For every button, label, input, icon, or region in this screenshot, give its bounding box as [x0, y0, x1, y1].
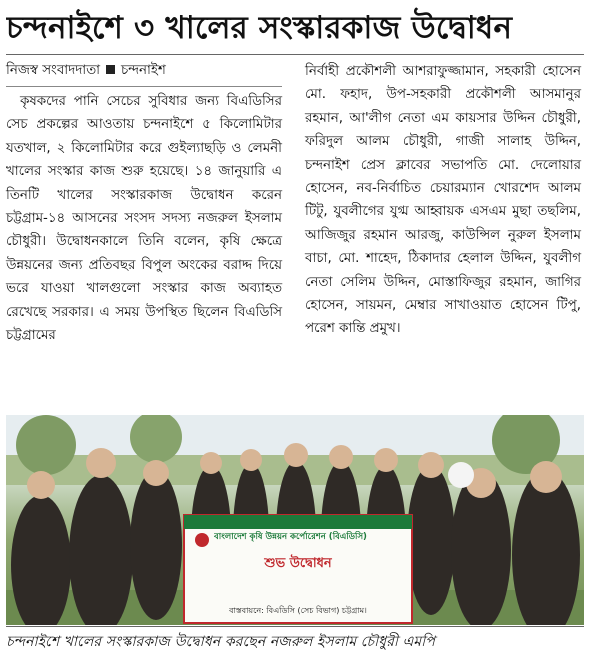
photo-caption: চন্দনাইশে খালের সংস্কারকাজ উদ্বোধন করছেন নজরুল ইসলাম চৌধুরী এমপি: [6, 634, 435, 650]
byline-reporter: নিজস্ব সংবাদদাতা: [6, 63, 101, 78]
banner-org: বাংলাদেশ কৃষি উন্নয়ন কর্পোরেশন (বিএডিসি): [214, 532, 367, 542]
byline-rule: [6, 86, 282, 87]
headline-rule: [6, 54, 584, 55]
event-photo: [6, 415, 584, 625]
right-column: [305, 60, 581, 341]
square-bullet-icon: [106, 65, 115, 74]
right-column-text: নির্বাহী প্রকৌশলী আশরাফুজ্জামান, সহকারী হোসেন মো. ফহাদ, উপ-সহকারী প্রকৌশলী আসমানুর রহমান, আ'লীগ নেতা এম কায়সার উদ্দিন চৌধুরী, ফরিদুল আলম চৌধুরী, গাজী সালাহ উদ্দিন, চন্দনাইশ প্রেস ক্লাবের সভাপতি মো. দেলোয়ার হোসেন, নব-নির্বাচিত চেয়ারম্যান খোরশেদ আলম টিটু, যুবলীগের যুগ্ম আহ্বায়ক এসএম মুছা তছলিম, আজিজুর রহমান আরজু, কাউন্সিল নুরুল ইসলাম বাচা, মো. শাহেদ, ঠিকাদার হেলাল উদ্দিন, যুবলীগ নেতা সেলিম উদ্দিন, মোস্তাফিজুর রহমান, জাগির হোসেন, সায়মন, মেম্বার সাখাওয়াত হোসেন টিপু, পরেশ কান্তি প্রমুখ।: [305, 64, 581, 337]
byline-location: চন্দনাইশ: [121, 63, 166, 78]
event-photo-drawing: [6, 415, 584, 625]
byline: [6, 60, 282, 84]
left-column: [6, 60, 282, 347]
headline: চন্দনাইশে ৩ খালের সংস্কারকাজ উদ্বোধন: [6, 10, 513, 46]
caption-rule: [6, 626, 584, 627]
banner-title: শুভ উদ্বোধন: [264, 556, 332, 571]
left-column-text: কৃষকদের পানি সেচের সুবিধার জন্য বিএডিসির সেচ প্রকল্পের আওতায় চন্দনাইশে ৫ কিলোমিটার যতখাল, ২ কিলোমিটার করে গুইল্যাছড়ি ও লেমনী খালের সংস্কার কাজ শুরু হয়েছে। ১৪ জানুয়ারি এ তিনটি খালের সংস্কারকাজ উদ্বোধন করেন চট্টগ্রাম-১৪ আসনের সংসদ সদস্য নজরুল ইসলাম চৌধুরী। উদ্বোধনকালে তিনি বলেন, কৃষি ক্ষেত্রে উন্নয়নের জন্য প্রতিবছর বিপুল অংকের বরাদ্দ দিয়ে ভরে যাওয়া খালগুলো সংস্কার কাজ অব্যাহত রেখেছে সরকার। এ সময় উপস্থিত ছিলেন বিএডিসি চট্টগ্রামের: [6, 94, 282, 344]
banner-footer: বাস্তবায়নে: বিএডিসি (সেচ বিভাগ) চট্টগ্রাম।: [229, 606, 367, 615]
